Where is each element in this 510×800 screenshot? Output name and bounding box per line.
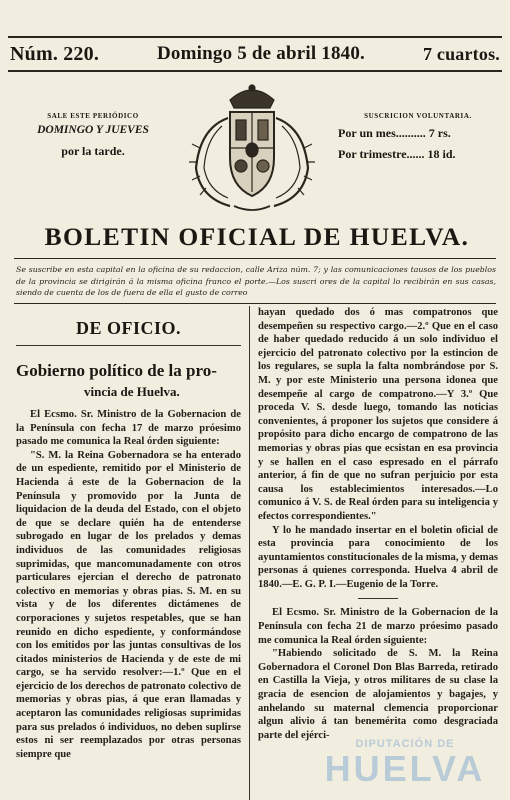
watermark-small: DIPUTACIÓN DE xyxy=(355,738,455,750)
schedule-time: por la tarde. xyxy=(61,144,125,158)
publication-schedule xyxy=(18,112,168,159)
masthead-bottom-rule xyxy=(8,70,502,72)
masthead xyxy=(10,40,500,68)
price-per-month: Por un mes.......... 7 rs. xyxy=(338,126,451,140)
section-rule xyxy=(16,345,241,346)
article-heading-continued: vincia de Huelva. xyxy=(84,384,180,399)
subscription-notice: Se suscribe en esta capital en la oficina de su redaccion, calle Ariza núm. 7; y las comunicaciones tausos de los pueblos de la provincia se dirigirán á la misma oficina franco el porte.—Los suscri ores de la capital lo recibirán en sus casas, siendo de cuenta de los de fuera de ella el gusto de correo xyxy=(16,265,496,297)
left-column xyxy=(16,312,241,761)
coat-of-arms-icon xyxy=(170,78,335,218)
issue-price: 7 cuartos. xyxy=(422,43,500,64)
masthead-top-rule xyxy=(8,36,502,38)
article-separator xyxy=(358,598,398,599)
price-per-quarter: Por trimestre...... 18 id. xyxy=(338,147,456,161)
article-heading: Gobierno político de la pro- xyxy=(16,361,217,380)
notice-rule xyxy=(14,303,496,304)
article-body xyxy=(16,408,241,761)
issue-number: Núm. 220. xyxy=(10,42,100,65)
watermark-large: HUELVA xyxy=(324,748,486,789)
paragraph: Y lo he mandado insertar en el boletin oficial de esta provincia para conocimiento de los ayuntamientos constitucionales de la misma, y demas personas á quienes corresponda. Huelva 4 abril de 1840.—E. G. P. I.—Eugenio de la Torre. xyxy=(258,524,498,590)
newspaper-title: BOLETIN OFICIAL DE HUELVA. xyxy=(44,222,470,251)
schedule-days: DOMINGO Y JUEVES xyxy=(37,124,149,136)
article-body-continued xyxy=(258,306,498,742)
paragraph: hayan quedado dos ó mas compatronos que desempeñen su respectivo cargo.—2.º Que en el caso de haber quedado reducido á un solo individuo el ejercicio del patronato colectivo por la estincion de los regulares, se supla la falta nombrándose por S. M. y por este Ministerio una persona idonea que desempeñe al cargo de compatrono.—Y 3.º Que proceda V. S. desde luego, tomando las noticias convenientes, á proponer los sujetos que considere á propósito para dicho encargo de compatrono de las memorias y obras pias que ecsistan en esa provincia y se hallen en el caso espresado en el párrafo anterior, á fin de que no sufran perjuicio por esta causa los establecimientos interesados.—Lo comunico á V. S. de Real órden para su inteligencia y efectos correspondientes." xyxy=(258,307,498,522)
section-heading: DE OFICIO. xyxy=(75,318,181,338)
subscription-prices xyxy=(338,112,498,162)
paragraph: "S. M. la Reina Gobernadora se ha enterado de un espediente, remitido por el Ministerio de Hacienda á este de la Gobernacion de la Península y promovido por la Junta de liquidacion de la deuda del Estado, con el objeto de que se declare quién ha de entenderse subrogado en lugar de los prelados y demas individuos de las comunidades religiosas suprimidas, que mancomunadamente con otros particulares ejercian el derecho de patronato colectivo en memorias y obras pias. S. M. en su vista y de los diferentes dictámenes de corporaciones y sujetos respetables, que se han reunido en dicho espediente, y conformándose con los emitidos por las juntas consultivas de los citados ministerios de Hacienda y de este de mi cargo, se ha servido resolver:—1.º Que en el ejercicio de los derechos de patronato colectivo de memorias y obras pias, á que eran llamadas y aceptaron las comunidades religiosas suprimidas para sus prelados ó individuos, no deben suplirse estos ni ser reemplazados por otras personas siempre que xyxy=(16,449,241,760)
paragraph: El Ecsmo. Sr. Ministro de la Gobernacion de la Península con fecha 17 de marzo próesimo pasado me comunica la Real órden siguiente: xyxy=(16,409,241,448)
column-divider xyxy=(249,306,250,800)
schedule-heading: SALE ESTE PERIÓDICO xyxy=(47,112,139,120)
issue-date: Domingo 5 de abril 1840. xyxy=(157,43,366,64)
paragraph: El Ecsmo. Sr. Ministro de la Gobernacion de la Península con fecha 21 de marzo próesimo pasado me comunica la Real órden siguiente: xyxy=(258,607,498,646)
paragraph: "Habiendo solicitado de S. M. la Reina Gobernadora el Coronel Don Blas Barreda, retirado en Castilla la Vieja, y otros militares de su clase la gracia de esencion de alojamientos y bagajes, y anhelando su maternal clemencia proporcionar algun alivio á tan benemérita como desgraciada parte del ejérci- xyxy=(258,648,498,741)
archive-watermark xyxy=(305,738,505,794)
subscription-heading: SUSCRICION VOLUNTARIA. xyxy=(364,112,472,120)
right-column xyxy=(258,306,498,742)
title-rule xyxy=(14,258,496,259)
